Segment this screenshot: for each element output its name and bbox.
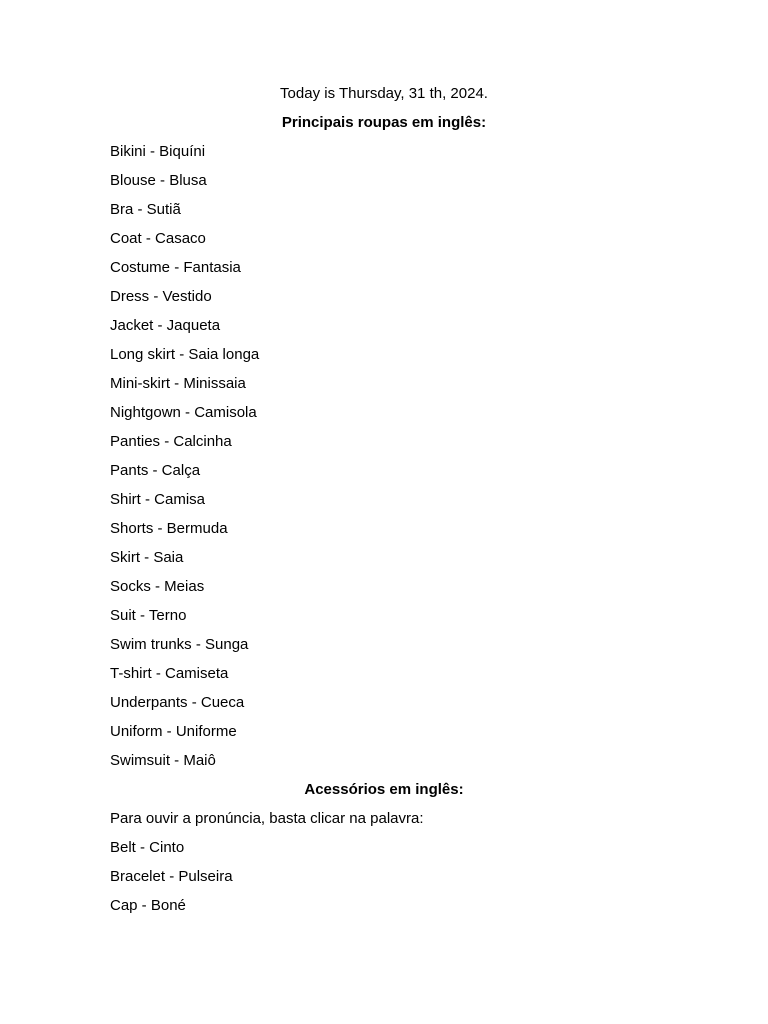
clothes-item: Mini-skirt - Minissaia	[110, 375, 246, 392]
clothes-item: Dress - Vestido	[110, 288, 212, 305]
clothes-item: Uniform - Uniforme	[110, 723, 237, 740]
clothes-item: Swim trunks - Sunga	[110, 636, 249, 653]
clothes-item: Skirt - Saia	[110, 549, 184, 566]
accessories-intro: Para ouvir a pronúncia, basta clicar na palavra:	[110, 810, 424, 827]
clothes-item: Socks - Meias	[110, 578, 205, 595]
clothes-item: Swimsuit - Maiô	[110, 752, 216, 769]
clothes-item: Shorts - Bermuda	[110, 520, 228, 537]
clothes-item: Bikini - Biquíni	[110, 143, 206, 160]
clothes-item: Jacket - Jaqueta	[110, 317, 221, 334]
clothes-item: Suit - Terno	[110, 607, 187, 624]
clothes-item: Nightgown - Camisola	[110, 404, 257, 421]
clothes-item: Underpants - Cueca	[110, 694, 245, 711]
clothes-item: Pants - Calça	[110, 462, 201, 479]
clothes-item: T-shirt - Camiseta	[110, 665, 229, 682]
clothes-item: Panties - Calcinha	[110, 433, 232, 450]
clothes-item: Bra - Sutiã	[110, 201, 181, 218]
clothes-item: Coat - Casaco	[110, 230, 206, 247]
section-heading-clothes: Principais roupas em inglês:	[281, 114, 487, 131]
date-line: Today is Thursday, 31 th, 2024.	[280, 85, 488, 102]
clothes-item: Blouse - Blusa	[110, 172, 207, 189]
section-heading-accessories: Acessórios em inglês:	[304, 781, 464, 798]
clothes-item: Costume - Fantasia	[110, 259, 241, 276]
clothes-item: Shirt - Camisa	[110, 491, 206, 508]
accessory-item: Belt - Cinto	[110, 839, 185, 856]
clothes-item: Long skirt - Saia longa	[110, 346, 260, 363]
accessory-item: Cap - Boné	[110, 897, 186, 914]
accessory-item: Bracelet - Pulseira	[110, 868, 233, 885]
